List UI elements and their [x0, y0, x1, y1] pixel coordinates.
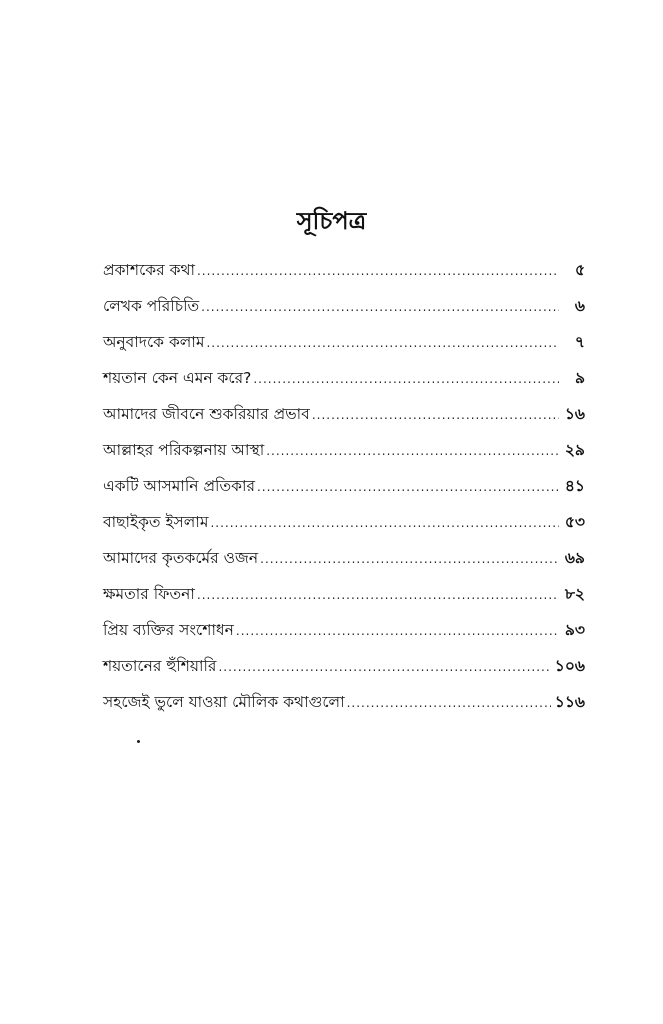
print-speck — [137, 740, 140, 743]
toc-dot-leader — [253, 367, 559, 391]
toc-entry-title: একটি আসমানি প্রতিকার — [103, 477, 255, 495]
toc-dot-leader — [257, 475, 559, 499]
toc-entry — [103, 474, 585, 510]
toc-page-number: ৬ — [574, 297, 585, 315]
toc-entry-title: প্রকাশকের কথা — [103, 261, 195, 279]
toc-page-number: ৮২ — [564, 585, 585, 603]
toc-dot-leader — [210, 511, 559, 535]
toc-entry — [103, 438, 585, 474]
toc-dot-leader — [260, 547, 559, 571]
toc-entry-title: সহজেই ভুলে যাওয়া মৌলিক কথাগুলো — [103, 693, 345, 711]
toc-entry — [103, 258, 585, 294]
toc-dot-leader — [197, 259, 559, 283]
toc-dot-leader — [201, 295, 559, 319]
toc-entry — [103, 402, 585, 438]
page-title: সূচিপত্র — [296, 207, 367, 235]
toc-page-number: ৯ — [574, 369, 585, 387]
toc-entry-title: আমাদের জীবনে শুকরিয়ার প্রভাব — [103, 405, 310, 423]
toc-dot-leader — [218, 655, 550, 679]
toc-dot-leader — [236, 619, 559, 643]
toc-entry — [103, 654, 585, 690]
toc-page-number: ৫৩ — [564, 513, 585, 531]
toc-entry-title: প্রিয় ব্যক্তির সংশোধন — [103, 621, 234, 639]
toc-entry — [103, 366, 585, 402]
toc-entry — [103, 510, 585, 546]
toc-entry-title: ক্ষমতার ফিতনা — [103, 585, 195, 603]
toc-dot-leader — [266, 439, 559, 463]
toc-page-number: ১১৬ — [554, 693, 585, 711]
toc-entry-title: অনুবাদকে কলাম — [103, 333, 205, 351]
toc-page-number: ৭ — [574, 333, 585, 351]
toc-page-number: ২৯ — [564, 441, 585, 459]
toc-entry — [103, 618, 585, 654]
toc-entry — [103, 582, 585, 618]
toc-page-number: ৯৩ — [564, 621, 585, 639]
toc-page-number: ৬৯ — [564, 549, 585, 567]
toc-dot-leader — [312, 403, 559, 427]
toc-entry-title: আল্লাহর পরিকল্পনায় আস্থা — [103, 441, 265, 459]
toc-entry — [103, 690, 585, 726]
toc-entry-title: লেখক পরিচিতি — [103, 297, 200, 315]
toc-dot-leader — [206, 331, 559, 355]
toc-entry-title: আমাদের কৃতকর্মের ওজন — [103, 549, 259, 567]
toc-page-number: ১৬ — [564, 405, 585, 423]
toc-entry-title: বাছাইকৃত ইসলাম — [103, 513, 209, 531]
toc-entry-title: শয়তানের হুঁশিয়ারি — [103, 657, 217, 675]
toc-entry — [103, 330, 585, 366]
table-of-contents — [103, 258, 585, 726]
toc-page-number: ৫ — [574, 261, 585, 279]
toc-page-number: ৪১ — [564, 477, 585, 495]
toc-entry-title: শয়তান কেন এমন করে? — [103, 369, 252, 387]
toc-entry — [103, 294, 585, 330]
toc-dot-leader — [347, 691, 551, 715]
toc-page-number: ১০৬ — [554, 657, 585, 675]
toc-dot-leader — [197, 583, 559, 607]
toc-entry — [103, 546, 585, 582]
